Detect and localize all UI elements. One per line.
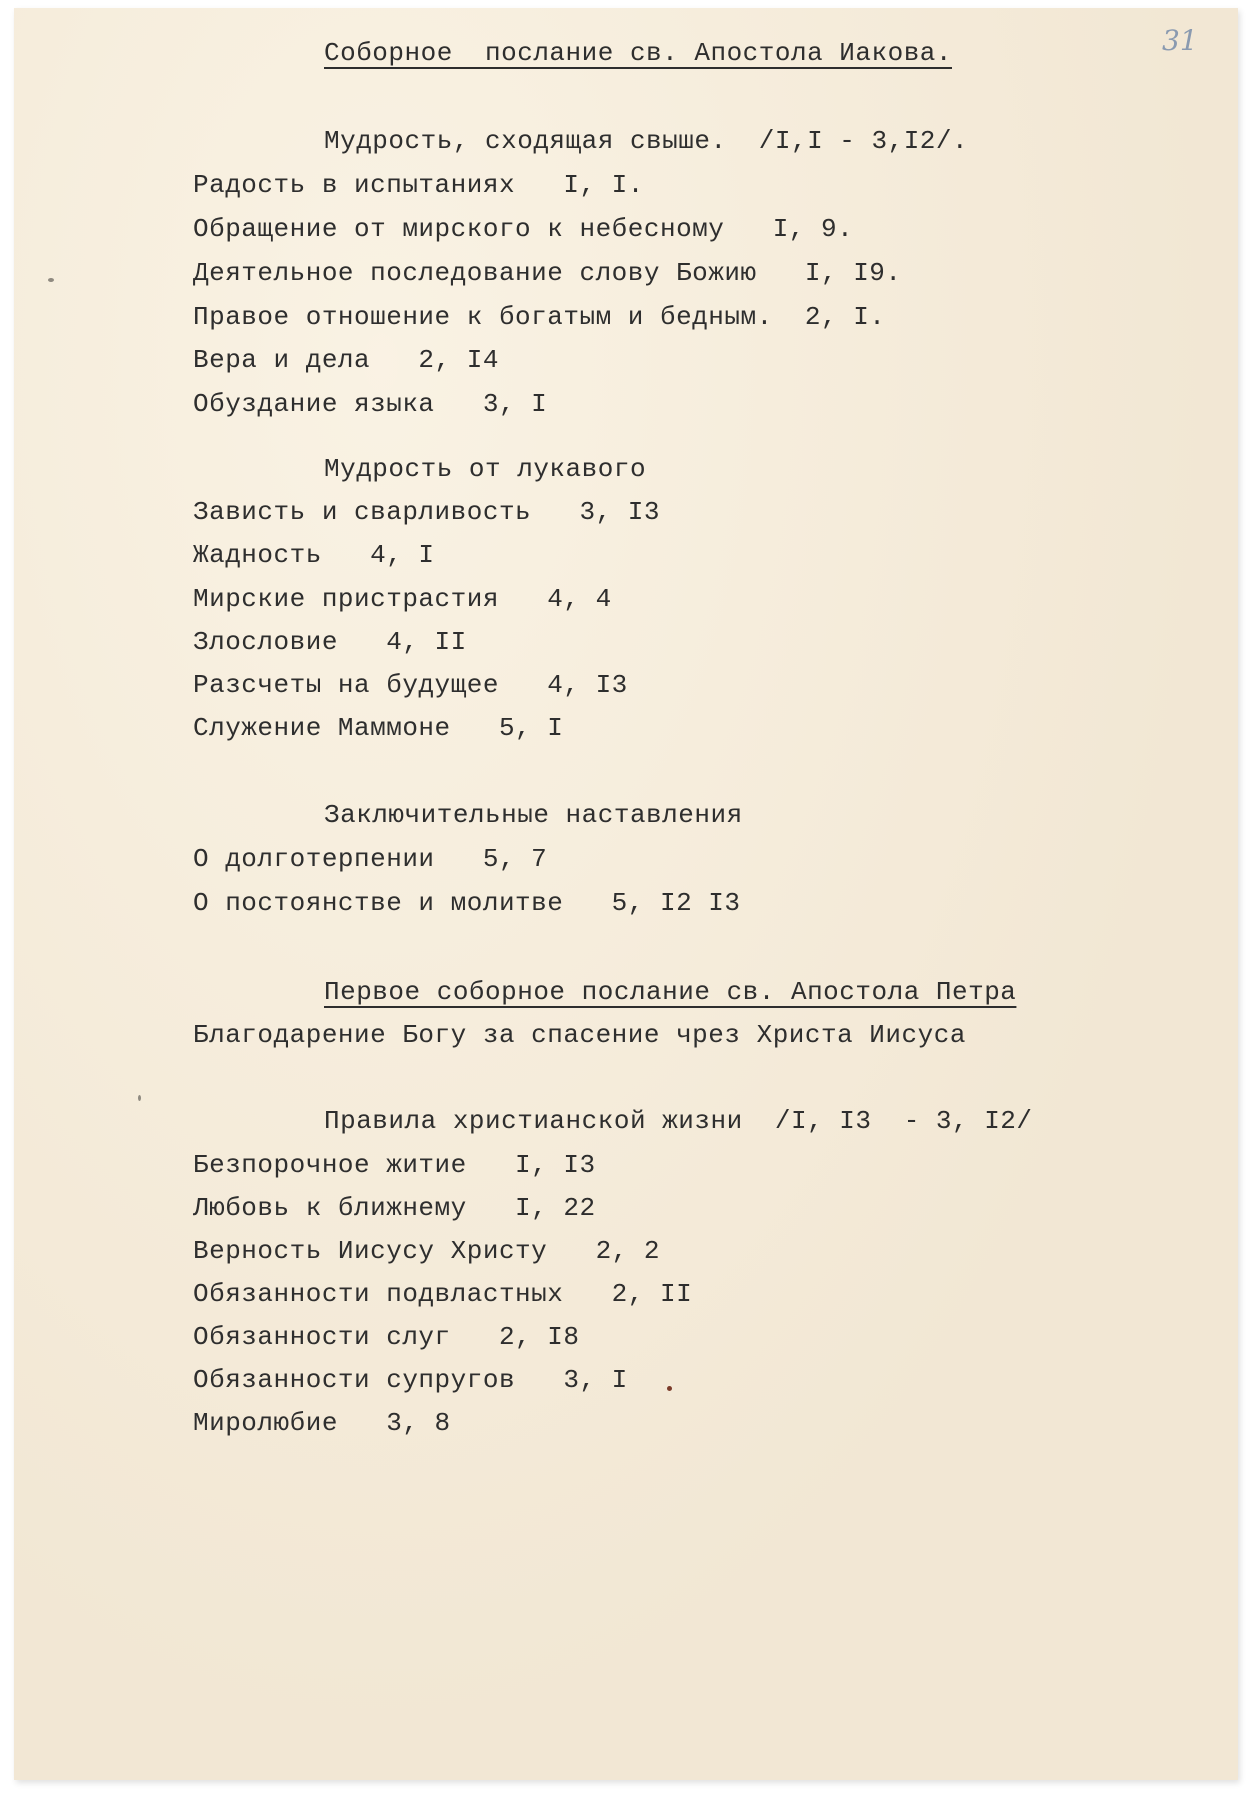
list-item: Мирские пристрастия 4, 4 [193, 584, 612, 614]
list-item: Обязанности слуг 2, I8 [193, 1322, 580, 1352]
section-heading-wisdom-from-above: Мудрость, сходящая свыше. /I,I - 3,I2/. [324, 126, 969, 156]
epistle-peter-title: Первое соборное послание св. Апостола Петра [324, 977, 1017, 1007]
list-item: Миролюбие 3, 8 [193, 1408, 451, 1438]
list-item: Деятельное последование слову Божию I, I9. [193, 258, 902, 288]
list-item: Безпорочное житие I, I3 [193, 1150, 596, 1180]
list-item: Радость в испытаниях I, I. [193, 170, 644, 200]
section-heading-rules-of-christian-life: Правила христианской жизни /I, I3 - 3, I2/ [324, 1106, 1033, 1136]
section-heading-wisdom-from-evil: Мудрость от лукавого [324, 454, 647, 484]
list-item: Вера и дела 2, I4 [193, 345, 499, 375]
list-item: Служение Маммоне 5, I [193, 713, 564, 743]
paper-speck [667, 1386, 672, 1391]
list-item: Разсчеты на будущее 4, I3 [193, 670, 628, 700]
list-item: О постоянстве и молитве 5, I2 I3 [193, 888, 741, 918]
list-item: Обуздание языка 3, I [193, 389, 548, 419]
list-item: Обязанности супругов 3, I [193, 1365, 628, 1395]
list-item: Злословие 4, II [193, 627, 467, 657]
section-subtitle-thanksgiving: Благодарение Богу за спасение чрез Христа Иисуса [193, 1020, 966, 1050]
list-item: Правое отношение к богатым и бедным. 2, I. [193, 302, 886, 332]
section-heading-final-instructions: Заключительные наставления [324, 800, 743, 830]
paper-speck [48, 278, 54, 282]
list-item: О долготерпении 5, 7 [193, 844, 548, 874]
list-item: Жадность 4, I [193, 540, 435, 570]
page-number: 31 [1162, 24, 1198, 57]
list-item: Верность Иисусу Христу 2, 2 [193, 1236, 660, 1266]
list-item: Обязанности подвластных 2, II [193, 1279, 693, 1309]
list-item: Обращение от мирского к небесному I, 9. [193, 214, 854, 244]
list-item: Любовь к ближнему I, 22 [193, 1193, 596, 1223]
list-item: Зависть и сварливость 3, I3 [193, 497, 660, 527]
paper-speck [138, 1095, 141, 1101]
epistle-james-title: Соборное послание св. Апостола Иакова. [324, 38, 952, 68]
